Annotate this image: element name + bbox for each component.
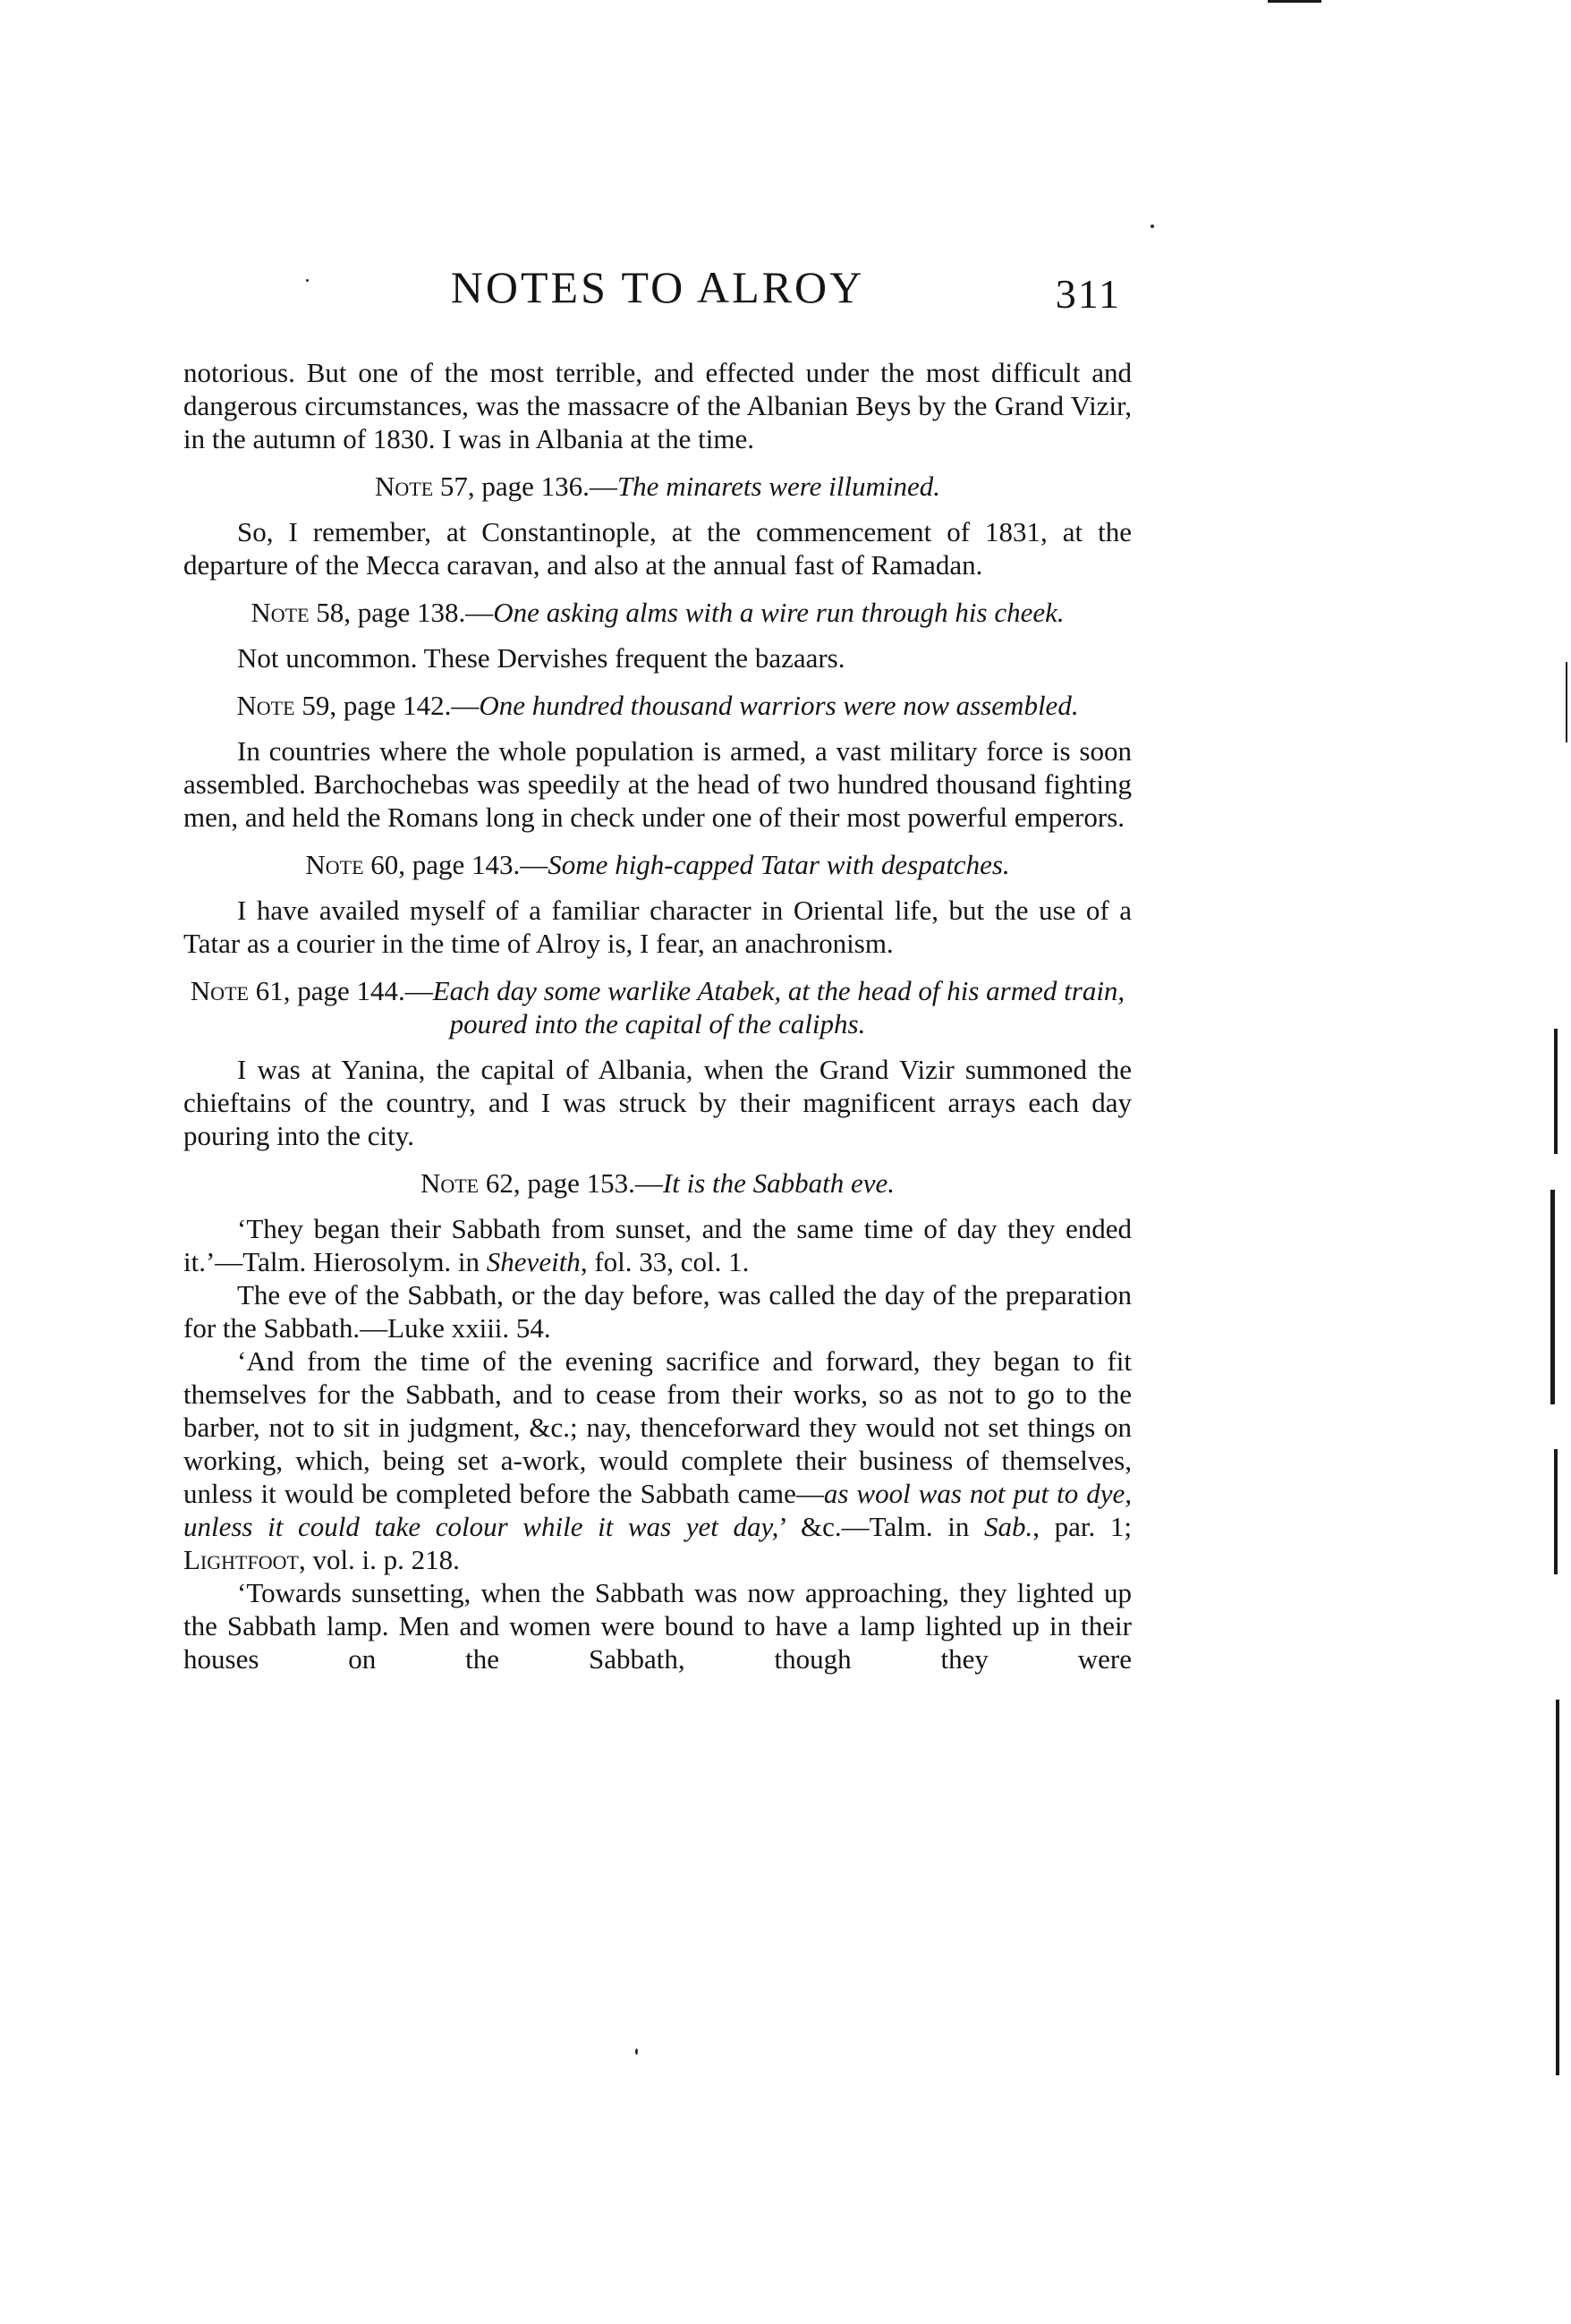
note-label: Note bbox=[236, 690, 295, 721]
scan-edge-artifact bbox=[1554, 1449, 1558, 1574]
scan-speck bbox=[1151, 225, 1154, 228]
note-reference: 62, page 153.— bbox=[479, 1167, 663, 1199]
note-title: One hundred thousand warriors were now assembled. bbox=[479, 690, 1079, 721]
text-run: ‘They began their Sabbath from sunset, and the same time of day they ended it.’—Talm. Hierosolym. in bbox=[183, 1213, 1132, 1277]
note-reference: 59, page 142.— bbox=[294, 690, 480, 721]
paragraph bbox=[183, 1344, 1132, 1576]
paragraph: The eve of the Sabbath, or the day before, was called the day of the preparation for the Sabbath.—Luke xxiii. 54. bbox=[183, 1279, 1132, 1344]
note-heading bbox=[183, 1166, 1132, 1200]
note-title: Some high-capped Tatar with despatches. bbox=[548, 849, 1010, 880]
italic-run: as wool was not put to dye, unless it could take colour while it was yet day, bbox=[183, 1478, 1132, 1542]
note-heading bbox=[183, 596, 1132, 629]
note-label: Note bbox=[190, 975, 249, 1006]
note-heading bbox=[183, 974, 1132, 1040]
note-label: Note bbox=[420, 1167, 480, 1199]
paragraph bbox=[183, 1212, 1132, 1278]
note-label: Note bbox=[375, 471, 434, 502]
page-header bbox=[183, 261, 1132, 333]
note-title: Each day some warlike Atabek, at the head of his armed train, poured into the capital of the caliphs. bbox=[432, 975, 1125, 1039]
note-label: Note bbox=[305, 849, 364, 880]
note-reference: 58, page 138.— bbox=[309, 597, 494, 628]
italic-run: Sheveith bbox=[486, 1246, 581, 1277]
note-heading bbox=[183, 689, 1132, 722]
note-title: It is the Sabbath eve. bbox=[662, 1167, 896, 1199]
scan-edge-artifact bbox=[1550, 1190, 1555, 1404]
text-run: , fol. 33, col. 1. bbox=[580, 1246, 750, 1277]
paragraph: I was at Yanina, the capital of Albania, when the Grand Vizir summoned the chieftains of the country, and I was struck by their magnificent arrays each day pouring into the city. bbox=[183, 1054, 1132, 1151]
page-number: 311 bbox=[1055, 271, 1121, 317]
note-reference: 61, page 144.— bbox=[248, 975, 433, 1006]
italic-run: Sab. bbox=[984, 1511, 1033, 1542]
text-run: ’ &c.—Talm. in bbox=[778, 1511, 984, 1542]
note-reference: 57, page 136.— bbox=[433, 471, 617, 502]
note-title: One asking alms with a wire run through his cheek. bbox=[493, 597, 1065, 628]
note-label: Note bbox=[251, 597, 310, 628]
text-run: ‘And from the time of the evening sacrifice and forward, they began to fit themselves for the Sabbath, and to cease from their works, so as not to go to the barber, not to sit in judgment, &c.; nay, thenceforward they would not set things on working, which, being set a-work, would complete their business of themselves, unless it would be completed before the Sabbath came— bbox=[183, 1345, 1132, 1509]
paragraph: I have availed myself of a familiar character in Oriental life, but the use of a Tatar as a courier in the time of Alroy is, I fear, an anachronism. bbox=[183, 895, 1132, 959]
scan-speck bbox=[306, 279, 309, 282]
text-run: , par. 1; bbox=[1032, 1511, 1132, 1542]
notes-body bbox=[183, 356, 1132, 1675]
paragraph: ‘Towards sunsetting, when the Sabbath was now approaching, they lighted up the Sabbath lamp. Men and women were bound to have a lamp lighted up in their houses on the Sabbath, though they were bbox=[183, 1577, 1132, 1675]
paragraph: Not uncommon. These Dervishes frequent the bazaars. bbox=[237, 642, 845, 674]
paragraph: In countries where the whole population is armed, a vast military force is soon assembled. Barchochebas was speedily at the head of two hundred thousand fighting men, and held the Romans long in check under one of their most powerful emperors. bbox=[183, 735, 1132, 833]
scan-edge-artifact bbox=[1566, 662, 1567, 742]
scan-edge-artifact bbox=[1554, 1029, 1558, 1154]
text-run: , vol. i. p. 218. bbox=[298, 1544, 460, 1575]
scan-speck bbox=[635, 2048, 638, 2055]
note-heading bbox=[183, 470, 1132, 503]
scan-edge-artifact bbox=[1268, 0, 1321, 3]
paragraph: So, I remember, at Constantinople, at the commencement of 1831, at the departure of the Mecca caravan, and also at the annual fast of Ramadan. bbox=[183, 516, 1132, 581]
small-caps-run: Lightfoot bbox=[183, 1544, 299, 1575]
note-title: The minarets were illumined. bbox=[616, 471, 940, 502]
note-heading bbox=[183, 848, 1132, 881]
running-title: NOTES TO ALROY bbox=[450, 262, 865, 312]
note-reference: 60, page 143.— bbox=[363, 849, 548, 880]
paragraph: notorious. But one of the most terrible, and effected under the most difficult and dangerous circumstances, was the massacre of the Albanian Beys by the Grand Vizir, in the autumn of 1830. I was in Albania at the time. bbox=[183, 357, 1132, 454]
scan-edge-artifact bbox=[1556, 1700, 1559, 2075]
